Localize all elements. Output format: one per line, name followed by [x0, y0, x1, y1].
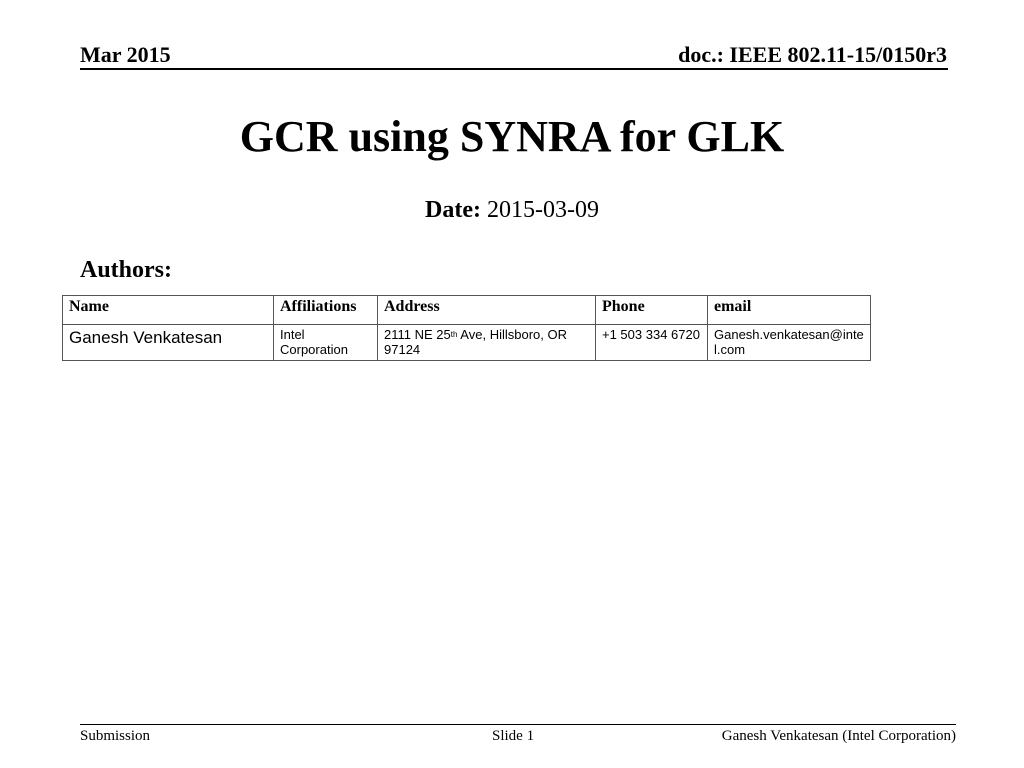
footer-rule	[80, 724, 956, 725]
authors-table	[62, 295, 871, 361]
author-phone-cell: +1 503 334 6720	[596, 325, 708, 361]
date-value: 2015-03-09	[486, 197, 599, 223]
author-email-cell: Ganesh.venkatesan@intel.com	[708, 325, 871, 361]
header-doc-id: doc.: IEEE 802.11-15/0150r3	[678, 42, 947, 67]
authors-table-header-row	[63, 296, 871, 325]
footer-submission: Submission	[80, 728, 151, 744]
date-line	[0, 197, 1024, 224]
table-row	[63, 325, 871, 361]
column-header-email: email	[708, 296, 871, 325]
column-header-phone: Phone	[596, 296, 708, 325]
address-rest: Ave, Hillsboro, OR 97124	[384, 327, 567, 357]
footer-author: Ganesh Venkatesan (Intel Corporation)	[721, 728, 956, 744]
header-rule	[80, 68, 948, 70]
authors-heading: Authors:	[80, 257, 173, 283]
author-affiliation-cell: Intel Corporation	[274, 325, 378, 361]
column-header-name: Name	[63, 296, 274, 325]
header-date: Mar 2015	[80, 42, 171, 67]
column-header-address: Address	[378, 296, 596, 325]
footer-slide-number: Slide 1	[492, 728, 535, 744]
address-ordinal-suffix: th	[450, 330, 458, 339]
column-header-affiliations: Affiliations	[274, 296, 378, 325]
address-street-number: 2111 NE 25	[384, 327, 451, 342]
author-address-cell	[378, 325, 596, 361]
author-name-cell: Ganesh Venkatesan	[63, 325, 274, 361]
date-label: Date:	[425, 197, 481, 223]
slide-title: GCR using SYNRA for GLK	[239, 112, 785, 161]
